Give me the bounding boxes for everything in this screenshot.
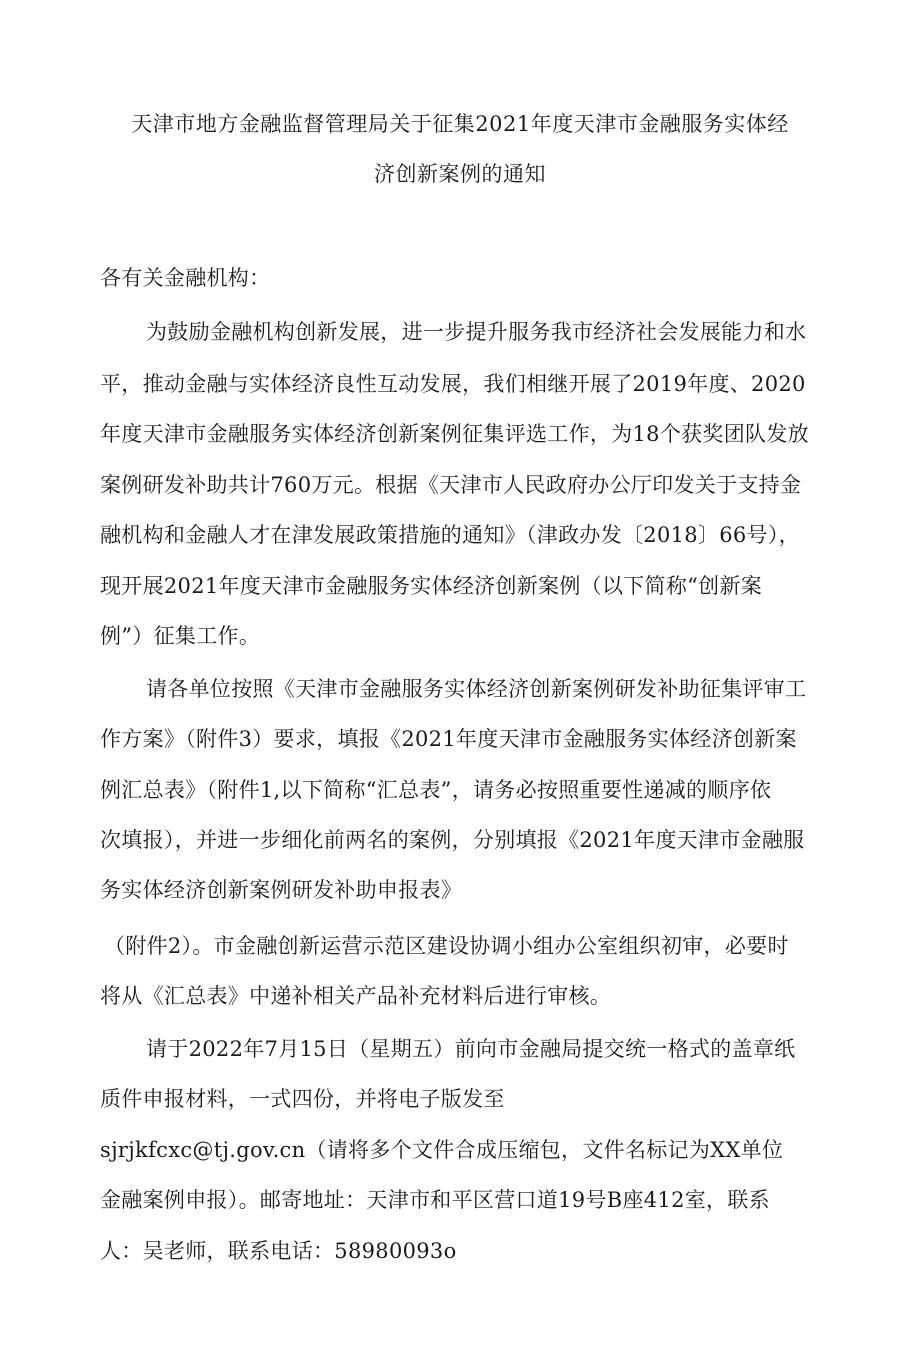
paragraph-2-line-1: 请各单位按照《天津市金融服务实体经济创新案例研发补助征集评审工 xyxy=(146,677,807,701)
paragraph-2-line-2: 作方案》（附件3）要求，填报《2021年度天津市金融服务实体经济创新案 xyxy=(100,727,797,751)
paragraph-3-line-5: 人：吴老师，联系电话：58980093o xyxy=(100,1239,457,1263)
paragraph-1-line-4: 案例研发补助共计760万元。根据《天津市人民政府办公厅印发关于支持金 xyxy=(100,473,802,497)
paragraph-1-line-2: 平，推动金融与实体经济良性互动发展，我们相继开展了2019年度、2020 xyxy=(100,372,806,396)
paragraph-2-line-5: 务实体经济创新案例研发补助申报表》 xyxy=(100,878,463,902)
paragraph-3-line-3: sjrjkfcxc@tj.gov.cn（请将多个文件合成压缩包，文件名标记为XX单位 xyxy=(100,1138,784,1162)
document-title-line-1: 天津市地方金融监督管理局关于征集2021年度天津市金融服务实体经 xyxy=(131,112,789,136)
paragraph-2-line-7: 将从《汇总表》中递补相关产品补充材料后进行审核。 xyxy=(100,984,612,1008)
paragraph-2-line-3: 例汇总表》（附件1,以下简称“汇总表”，请务必按照重要性递减的顺序依 xyxy=(100,778,772,802)
paragraph-1-line-6: 现开展2021年度天津市金融服务实体经济创新案例（以下简称“创新案 xyxy=(100,574,763,598)
paragraph-1-line-7: 例”）征集工作。 xyxy=(100,624,261,648)
paragraph-2-line-6: （附件2）。市金融创新运营示范区建设协调小组办公室组织初审，必要时 xyxy=(104,934,789,958)
document-title-line-2: 济创新案例的通知 xyxy=(374,162,546,186)
paragraph-1-line-1: 为鼓励金融机构创新发展，进一步提升服务我市经济社会发展能力和水 xyxy=(146,320,807,344)
paragraph-1-line-3: 年度天津市金融服务实体经济创新案例征集评选工作，为18个获奖团队发放 xyxy=(100,422,809,446)
paragraph-3-line-2: 质件申报材料，一式四份，并将电子版发至 xyxy=(100,1087,505,1111)
salutation: 各有关金融机构： xyxy=(100,266,271,290)
paragraph-3-line-1: 请于2022年7月15日（星期五）前向市金融局提交统一格式的盖章纸 xyxy=(146,1037,796,1061)
paragraph-3-line-4: 金融案例申报）。邮寄地址：天津市和平区营口道19号B座412室，联系 xyxy=(100,1188,770,1212)
paragraph-2-line-4: 次填报），并进一步细化前两名的案例，分别填报《2021年度天津市金融服 xyxy=(100,828,805,852)
paragraph-1-line-5: 融机构和金融人才在津发展政策措施的通知》（津政办发〔2018〕66号）， xyxy=(100,523,800,547)
